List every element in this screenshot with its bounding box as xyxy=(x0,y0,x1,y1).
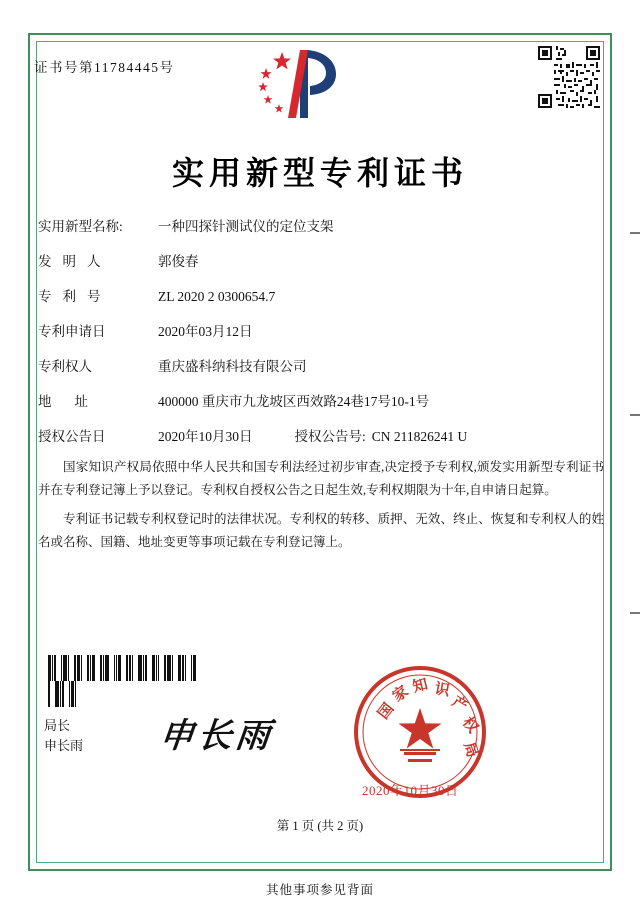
svg-text:国: 国 xyxy=(375,700,398,723)
field-value-patentee: 重庆盛科纳科技有限公司 xyxy=(158,359,307,374)
field-label-inventor: 发明人 xyxy=(38,254,112,269)
svg-text:知: 知 xyxy=(411,676,430,696)
legal-paragraph-1: 国家知识产权局依照中华人民共和国专利法经过初步审查,决定授予专利权,颁发实用新型专利证书并在专利登记簿上予以登记。专利权自授权公告之日起生效,专利权期限为十年,自申请日起算。 xyxy=(38,460,604,497)
svg-text:识: 识 xyxy=(433,681,451,700)
signature-name: 申长雨 xyxy=(44,738,84,753)
qr-code xyxy=(538,46,600,108)
footnote: 其他事项参见背面 xyxy=(265,883,374,897)
field-value-address: 400000 重庆市九龙坡区西效路24巷17号10-1号 xyxy=(158,394,430,409)
svg-text:家: 家 xyxy=(390,683,412,706)
page-number: 第 1 页 (共 2 页) xyxy=(276,819,364,833)
legal-paragraph-2: 专利证书记载专利权登记时的法律状况。专利权的转移、质押、无效、终止、恢复和专利权人的姓名或名称、国籍、地址变更等事项记载在专利登记簿上。 xyxy=(38,512,604,549)
field-value-filing-date: 2020年03月12日 xyxy=(158,324,253,339)
field-label-filing-date: 专利申请日 xyxy=(38,324,106,339)
field-row-patent-number xyxy=(38,288,606,306)
field-row-filing-date xyxy=(38,323,606,341)
field-value-grant-number: CN 211826241 U xyxy=(371,429,468,444)
field-value-grant-date: 2020年10月30日 xyxy=(158,429,253,444)
cnipa-logo xyxy=(252,48,342,120)
field-label-name: 实用新型名称: xyxy=(38,219,123,234)
handwritten-signature: 申长雨 xyxy=(157,718,276,755)
field-value-inventor: 郭俊春 xyxy=(158,254,199,269)
signature-labels xyxy=(44,716,83,756)
field-label-address: 地址 xyxy=(38,394,111,409)
svg-text:产: 产 xyxy=(448,693,471,716)
signature-title: 局长 xyxy=(44,718,71,733)
svg-text:权: 权 xyxy=(458,714,481,737)
field-row-patentee xyxy=(38,358,606,376)
legal-text xyxy=(38,456,604,560)
field-row-grant xyxy=(38,428,606,446)
seal-date: 2020年10月30日 xyxy=(362,783,459,798)
field-list xyxy=(38,218,606,463)
barcode xyxy=(48,655,198,681)
certificate-number: 证书号第11784445号 xyxy=(34,60,175,75)
page-title: 实用新型专利证书 xyxy=(171,155,468,191)
field-label-patentee: 专利权人 xyxy=(38,359,92,374)
field-label-grant-number: 授权公告号: xyxy=(294,429,366,444)
margin-tick xyxy=(630,414,640,416)
field-row-inventor xyxy=(38,253,606,271)
field-row-address xyxy=(38,393,606,411)
svg-text:局: 局 xyxy=(460,740,481,760)
field-value-name: 一种四探针测试仪的定位支架 xyxy=(158,219,334,234)
field-value-patent-number: ZL 2020 2 0300654.7 xyxy=(158,289,276,304)
margin-tick xyxy=(630,232,640,234)
field-label-patent-number: 专利号 xyxy=(38,289,112,304)
field-label-grant-date: 授权公告日 xyxy=(38,429,106,444)
margin-tick xyxy=(630,612,640,614)
field-row-name xyxy=(38,218,606,236)
